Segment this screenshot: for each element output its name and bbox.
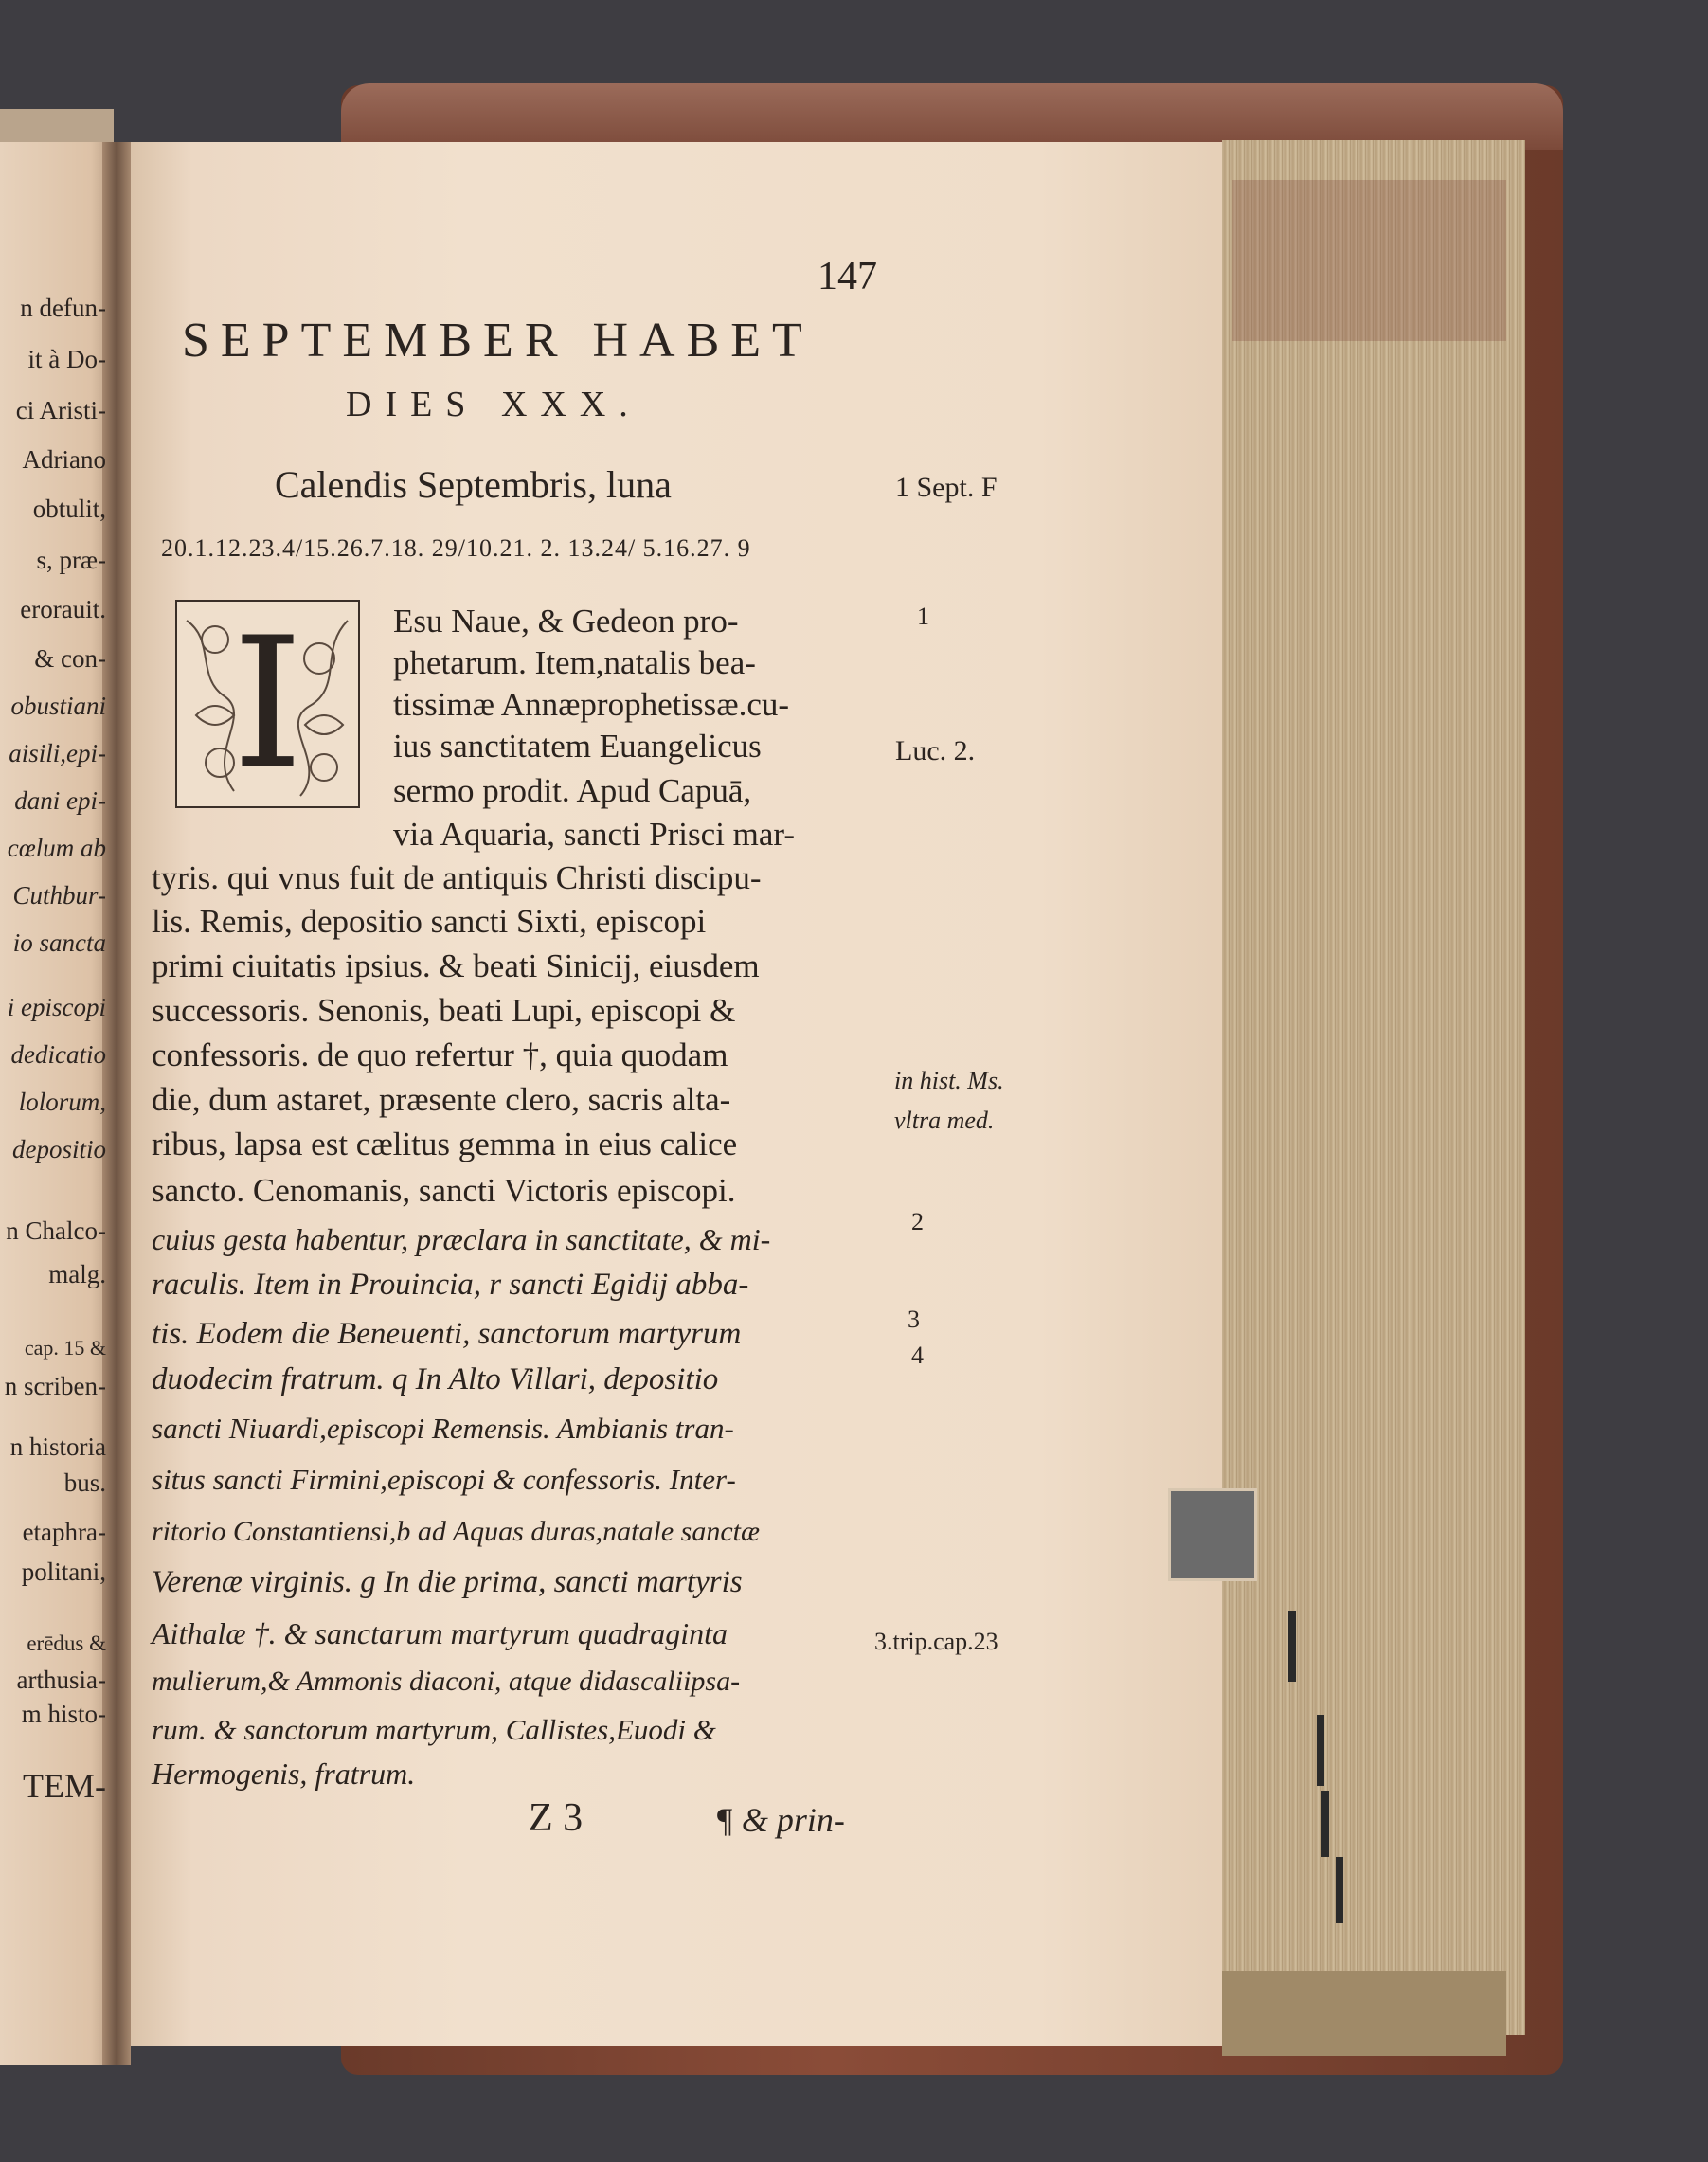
- catchword: ¶ & prin-: [715, 1801, 845, 1839]
- margin-note: 3: [908, 1306, 920, 1333]
- margin-note: 1: [917, 603, 929, 630]
- left-line: n Chalco-: [6, 1216, 106, 1245]
- left-line: politani,: [21, 1558, 106, 1586]
- text-line: Verenæ virginis. g In die prima, sancti martyris: [152, 1565, 743, 1599]
- text-line: confessoris. de quo refertur †, quia quodam: [152, 1036, 728, 1073]
- text-line: ribus, lapsa est cælitus gemma in eius calice: [152, 1126, 738, 1162]
- text-line: cuius gesta habentur, præclara in sanctitate, & mi-: [152, 1222, 771, 1256]
- left-line: etaphra-: [22, 1518, 106, 1546]
- lunar-numbers: 20.1.12.23.4/15.26.7.18. 29/10.21. 2. 13.24/ 5.16.27. 9: [161, 534, 751, 562]
- margin-note: 3.trip.cap.23: [874, 1628, 998, 1655]
- decorated-initial: [175, 600, 360, 808]
- page-subtitle: DIES XXX.: [346, 385, 641, 424]
- text-line: tis. Eodem die Beneuenti, sanctorum martyrum: [152, 1317, 742, 1351]
- text-line: sancto. Cenomanis, sancti Victoris episcopi.: [152, 1172, 736, 1209]
- text-line: die, dum astaret, præsente clero, sacris alta-: [152, 1081, 731, 1118]
- text-line: duodecim fratrum. q In Alto Villari, depositio: [152, 1362, 719, 1396]
- page-number: 147: [818, 255, 877, 298]
- left-line: s, præ-: [36, 546, 106, 574]
- index-tab: [1317, 1715, 1324, 1786]
- left-page-edge: [0, 109, 114, 147]
- initial-letter: I: [231, 599, 304, 808]
- margin-note: 4: [911, 1342, 924, 1369]
- left-line: Adriano: [22, 445, 106, 474]
- text-line: Esu Naue, & Gedeon pro-: [393, 603, 739, 640]
- text-line: via Aquaria, sancti Prisci mar-: [393, 816, 796, 853]
- text-line: Hermogenis, fratrum.: [152, 1757, 416, 1791]
- left-line: io sancta: [12, 928, 106, 957]
- left-line: erorauit.: [20, 595, 106, 623]
- left-line: dedicatio: [10, 1040, 106, 1069]
- left-line: Cuthbur-: [12, 881, 106, 910]
- left-line: erēdus &: [27, 1631, 106, 1655]
- text-line: tyris. qui vnus fuit de antiquis Christi discipu-: [152, 859, 762, 896]
- left-line: n scriben-: [4, 1372, 106, 1400]
- left-line: dani epi-: [14, 786, 106, 815]
- text-line: sancti Niuardi,episcopi Remensis. Ambianis tran-: [152, 1412, 734, 1445]
- text-line: ius sanctitatem Euangelicus: [393, 728, 762, 765]
- left-line: it à Do-: [27, 345, 106, 373]
- margin-note: in hist. Ms.: [894, 1067, 1004, 1094]
- left-line: aisili,epi-: [9, 739, 106, 767]
- text-line: successoris. Senonis, beati Lupi, episcopi &: [152, 992, 736, 1029]
- left-line: TEM-: [23, 1767, 106, 1805]
- left-line: arthusia-: [16, 1666, 106, 1694]
- text-line: raculis. Item in Prouincia, r sancti Egidij abba-: [152, 1268, 749, 1302]
- margin-note: Luc. 2.: [895, 735, 976, 766]
- left-line: n historia: [9, 1432, 106, 1461]
- left-line: m histo-: [21, 1700, 106, 1728]
- signature-mark: Z 3: [529, 1796, 584, 1840]
- left-line: obustiani: [10, 692, 106, 720]
- text-line: lis. Remis, depositio sancti Sixti, episcopi: [152, 903, 707, 940]
- left-line: cœlum ab: [7, 834, 106, 862]
- text-line: phetarum. Item,natalis bea-: [393, 644, 756, 681]
- margin-note: 2: [911, 1208, 924, 1235]
- index-tab: [1336, 1857, 1343, 1923]
- left-line: ci Aristi-: [15, 396, 106, 424]
- index-tab: [1288, 1611, 1296, 1682]
- left-line: lolorum,: [18, 1088, 106, 1116]
- left-line: n defun-: [20, 294, 106, 322]
- margin-note: vltra med.: [894, 1107, 995, 1134]
- text-line: primi ciuitatis ipsius. & beati Sinicij, eiusdem: [152, 947, 760, 984]
- book-gutter: [102, 142, 131, 2065]
- left-line: malg.: [48, 1260, 106, 1288]
- text-line: Aithalæ †. & sanctarum martyrum quadraginta: [152, 1616, 728, 1650]
- page-block-edges: [1222, 140, 1525, 2035]
- text-line: situs sancti Firmini,episcopi & confessoris. Inter-: [152, 1463, 736, 1496]
- left-line: depositio: [12, 1135, 106, 1163]
- index-tab: [1321, 1791, 1329, 1857]
- margin-date: 1 Sept. F: [895, 472, 998, 503]
- text-line: rum. & sanctorum martyrum, Callistes,Euodi &: [152, 1713, 716, 1746]
- paper-bookmark: [1168, 1488, 1257, 1581]
- left-line: cap. 15 &: [24, 1336, 106, 1360]
- page-title: SEPTEMBER HABET: [182, 314, 814, 368]
- section-heading: Calendis Septembris, luna: [275, 463, 672, 506]
- edge-stain: [1232, 180, 1506, 341]
- text-line: ritorio Constantiensi,b ad Aquas duras,natale sanctæ: [152, 1516, 760, 1547]
- left-line: & con-: [34, 644, 106, 673]
- left-line: bus.: [63, 1468, 106, 1497]
- page-block-bottom: [1222, 1971, 1506, 2056]
- left-line: i episcopi: [7, 993, 106, 1021]
- text-line: mulierum,& Ammonis diaconi, atque didascaliipsa-: [152, 1666, 741, 1697]
- left-line: obtulit,: [32, 495, 106, 523]
- text-line: sermo prodit. Apud Capuā,: [393, 772, 752, 809]
- text-line: tissimæ Annæprophetissæ.cu-: [393, 686, 790, 723]
